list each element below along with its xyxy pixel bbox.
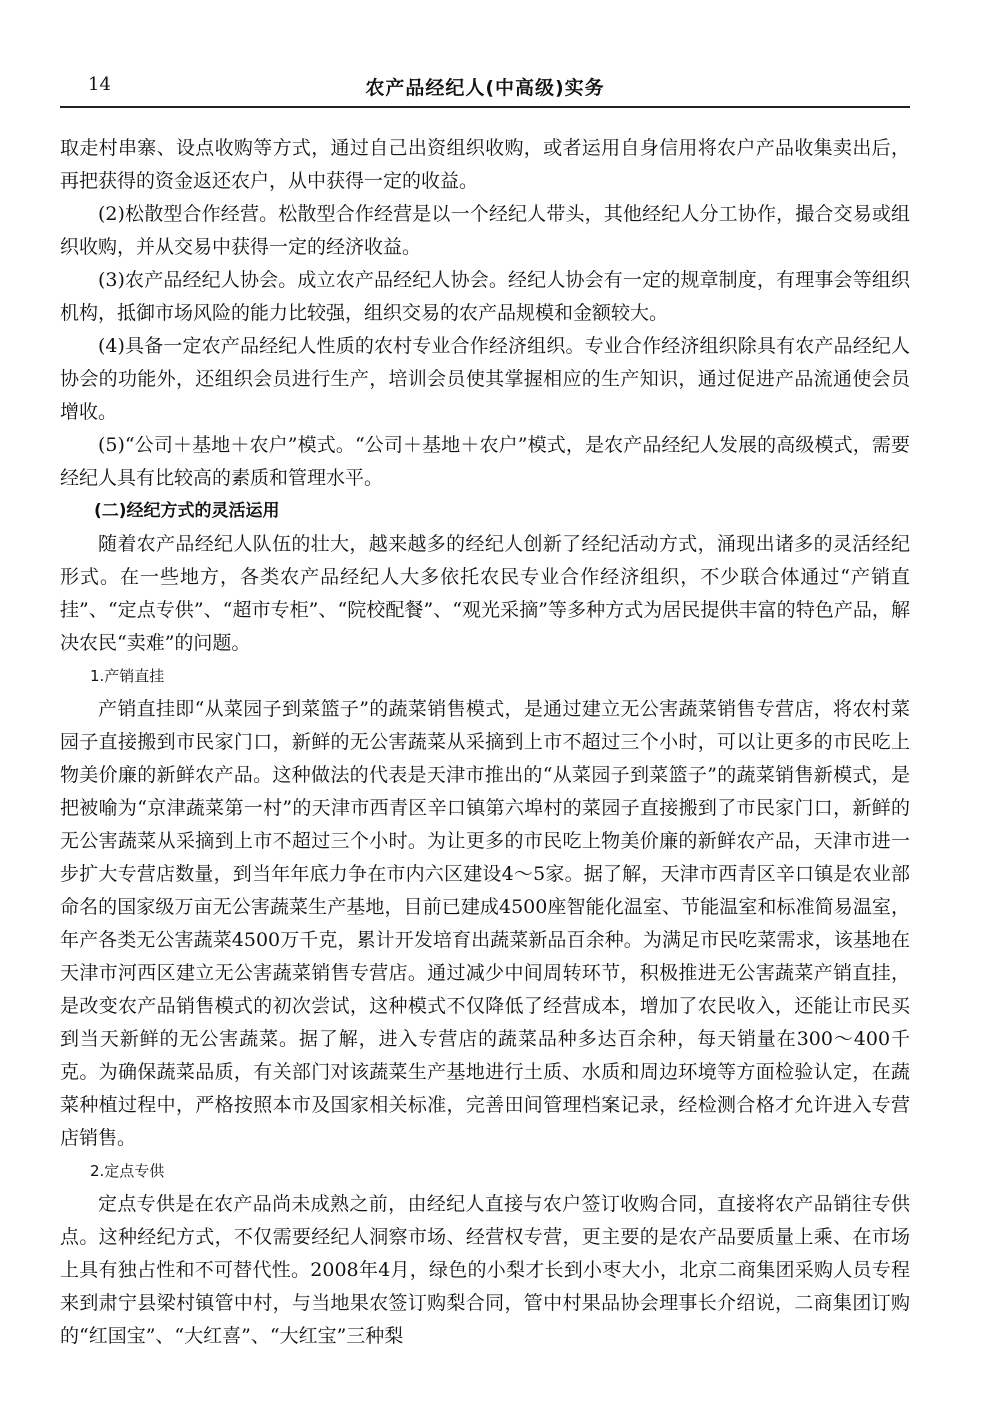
section-heading: (二)经纪方式的灵活运用 bbox=[94, 501, 280, 521]
paragraph: 取走村串寨、设点收购等方式，通过自己出资组织收购，或者运用自身信用将农户产品收集卖出后，再把获得的资金返还农户，从中获得一定的收益。 bbox=[60, 137, 910, 192]
book-page bbox=[60, 62, 910, 1412]
subsection-heading: 1.产销直挂 bbox=[90, 667, 165, 685]
subsection-heading: 2.定点专供 bbox=[90, 1162, 165, 1180]
paragraph: 定点专供是在农产品尚未成熟之前，由经纪人直接与农户签订收购合同，直接将农产品销往专供点。这种经纪方式，不仅需要经纪人洞察市场、经营权专营，更主要的是农产品要质量上乘、在市场上具有独占性和不可替代性。2008年4月，绿色的小梨才长到小枣大小，北京二商集团采购人员专程来到肃宁县梁村镇管中村，与当地果农签订购梨合同，管中村果品协会理事长介绍说，二商集团订购的“红国宝”、“大红喜”、“大红宝”三种梨 bbox=[60, 1193, 910, 1347]
paragraph: 随着农产品经纪人队伍的壮大，越来越多的经纪人创新了经纪活动方式，涌现出诸多的灵活经纪形式。在一些地方，各类农产品经纪人大多依托农民专业合作经济组织，不少联合体通过“产销直挂”、“定点专供”、“超市专柜”、“院校配餐”、“观光采摘”等多种方式为居民提供丰富的特色产品，解决农民“卖难”的问题。 bbox=[60, 533, 910, 654]
paragraph: (5)“公司＋基地＋农户”模式。“公司＋基地＋农户”模式，是农产品经纪人发展的高级模式，需要经纪人具有比较高的素质和管理水平。 bbox=[60, 434, 910, 489]
running-title: 农产品经纪人(中高级)实务 bbox=[365, 77, 605, 99]
paragraph: (4)具备一定农产品经纪人性质的农村专业合作经济组织。专业合作经济组织除具有农产品经纪人协会的功能外，还组织会员进行生产，培训会员使其掌握相应的生产知识，通过促进产品流通使会员增收。 bbox=[60, 335, 910, 423]
paragraph: 产销直挂即“从菜园子到菜篮子”的蔬菜销售模式，是通过建立无公害蔬菜销售专营店，将农村菜园子直接搬到市民家门口，新鲜的无公害蔬菜从采摘到上市不超过三个小时，可以让更多的市民吃上物美价廉的新鲜农产品。这种做法的代表是天津市推出的“从菜园子到菜篮子”的蔬菜销售新模式，是把被喻为“京津蔬菜第一村”的天津市西青区辛口镇第六埠村的菜园子直接搬到了市民家门口，新鲜的无公害蔬菜从采摘到上市不超过三个小时。为让更多的市民吃上物美价廉的新鲜农产品，天津市进一步扩大专营店数量，到当年年底力争在市内六区建设4～5家。据了解，天津市西青区辛口镇是农业部命名的国家级万亩无公害蔬菜生产基地，目前已建成4500座智能化温室、节能温室和标准简易温室，年产各类无公害蔬菜4500万千克，累计开发培育出蔬菜新品百余种。为满足市民吃菜需求，该基地在天津市河西区建立无公害蔬菜销售专营店。通过减少中间周转环节，积极推进无公害蔬菜产销直挂，是改变农产品销售模式的初次尝试，这种模式不仅降低了经营成本，增加了农民收入，还能让市民买到当天新鲜的无公害蔬菜。据了解，进入专营店的蔬菜品种多达百余种，每天销量在300～400千克。为确保蔬菜品质，有关部门对该蔬菜生产基地进行土质、水质和周边环境等方面检验认定，在蔬菜种植过程中，严格按照本市及国家相关标准，完善田间管理档案记录，经检测合格才允许进入专营店销售。 bbox=[60, 698, 910, 1149]
paragraph: (2)松散型合作经营。松散型合作经营是以一个经纪人带头，其他经纪人分工协作，撮合交易或组织收购，并从交易中获得一定的经济收益。 bbox=[60, 203, 910, 258]
paragraph: (3)农产品经纪人协会。成立农产品经纪人协会。经纪人协会有一定的规章制度，有理事会等组织机构，抵御市场风险的能力比较强，组织交易的农产品规模和金额较大。 bbox=[60, 269, 910, 324]
page-number: 14 bbox=[88, 74, 111, 95]
page-header bbox=[60, 62, 910, 108]
page-body bbox=[60, 132, 910, 1353]
